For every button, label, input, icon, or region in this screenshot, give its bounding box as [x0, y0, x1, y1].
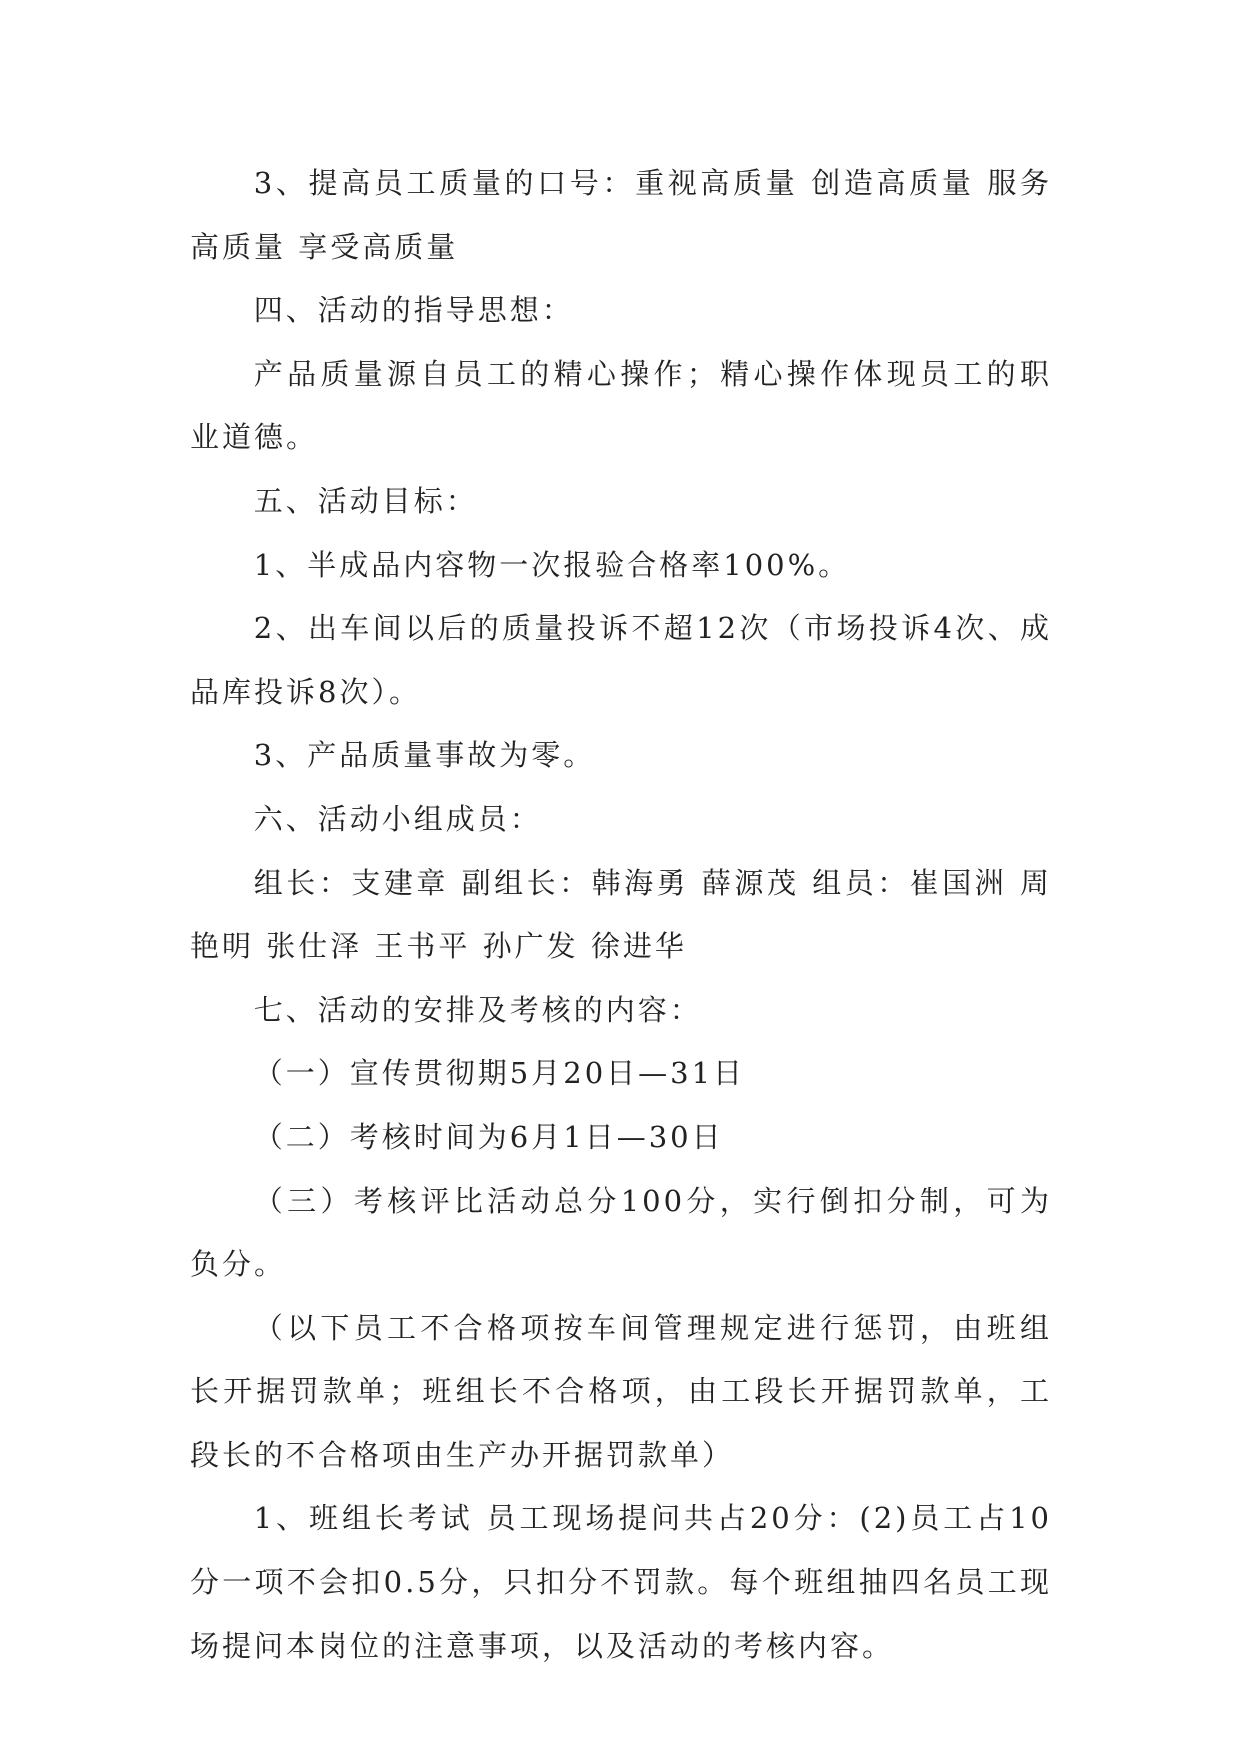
- document-body: [190, 152, 1052, 1678]
- paragraph-slogan: 3、提高员工质量的口号：重视高质量 创造高质量 服务高质量 享受高质量: [190, 166, 1052, 264]
- heading-team-members: 六、活动小组成员：: [253, 801, 542, 836]
- heading-guiding-thought: 四、活动的指导思想：: [253, 293, 574, 328]
- paragraph-team-members: 组长：支建章 副组长：韩海勇 薛源茂 组员：崔国洲 周艳明 张仕泽 王书平 孙广发 徐进华: [190, 865, 1052, 964]
- paragraph-penalty-note: （以下员工不合格项按车间管理规定进行惩罚，由班组长开据罚款单；班组长不合格项，由工段长开据罚款单，工段长的不合格项由生产办开据罚款单）: [190, 1310, 1052, 1472]
- paragraph-goal-3: 3、产品质量事故为零。: [253, 738, 596, 773]
- paragraph-exam-rule: 1、班组长考试 员工现场提问共占20分：(2)员工占10分一项不会扣0.5分，只扣分不罚款。每个班组抽四名员工现场提问本岗位的注意事项，以及活动的考核内容。: [190, 1501, 1052, 1663]
- paragraph-schedule-2: （二）考核时间为6月1日—30日: [253, 1119, 724, 1154]
- paragraph-schedule-1: （一）宣传贯彻期5月20日—31日: [253, 1056, 746, 1091]
- heading-schedule: 七、活动的安排及考核的内容：: [253, 992, 702, 1027]
- paragraph-goal-1: 1、半成品内容物一次报验合格率100%。: [253, 547, 851, 582]
- heading-goals: 五、活动目标：: [253, 483, 478, 518]
- paragraph-goal-2: 2、出车间以后的质量投诉不超12次（市场投诉4次、成品库投诉8次）。: [190, 611, 1052, 709]
- paragraph-schedule-3: （三）考核评比活动总分100分，实行倒扣分制，可为负分。: [190, 1183, 1052, 1282]
- paragraph-guiding-thought: 产品质量源自员工的精心操作；精心操作体现员工的职业道德。: [190, 356, 1052, 455]
